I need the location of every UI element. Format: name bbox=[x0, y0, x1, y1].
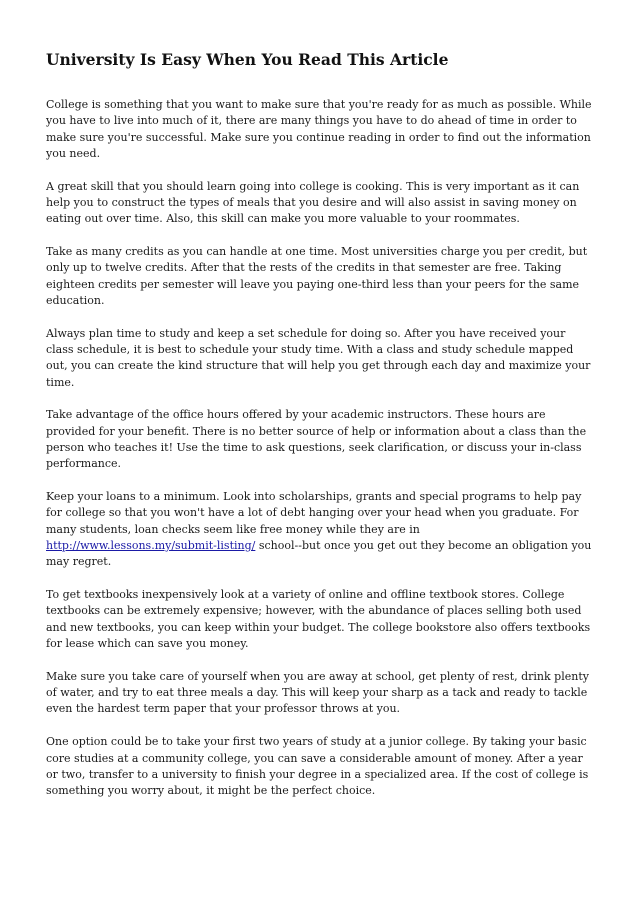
paragraph-credits: Take as many credits as you can handle at one time. Most universities charge you per credit, but only up to twelve credits. After that the rests of the credits in that semester are free. Taking eighteen credits per semester will leave you paying one-third less than your peers for the same education. bbox=[46, 245, 588, 307]
lessons-link[interactable]: http://www.lessons.my/submit-listing/ bbox=[46, 539, 256, 553]
loans-text-before-link: Keep your loans to a minimum. Look into scholarships, grants and special programs to help pay for college so that you won't have a lot of debt hanging over your head when you graduate. For many students, loan checks seem like free money while they are in bbox=[46, 490, 582, 536]
paragraph-textbooks: To get textbooks inexpensively look at a variety of online and offline textbook stores. College textbooks can be extremely expensive; however, with the abundance of places selling both used and new textbooks, you can keep within your budget. The college bookstore also offers textbooks for lease which can save you money. bbox=[46, 588, 591, 651]
paragraph-self-care: Make sure you take care of yourself when you are away at school, get plenty of rest, drink plenty of water, and try to eat three meals a day. This will keep your sharp as a tack and ready to tackle even the hardest term paper that your professor throws at you. bbox=[46, 669, 589, 716]
paragraph-office-hours: Take advantage of the office hours offered by your academic instructors. These hours are provided for your benefit. There is no better source of help or information about a class than the person who teaches it! Use the time to ask questions, seek clarification, or discuss your in-class performance. bbox=[46, 408, 587, 471]
paragraph-junior-college: One option could be to take your first two years of study at a junior college. By taking your basic core studies at a community college, you can save a considerable amount of money. After a year or two, transfer to a university to finish your degree in a specialized area. If the cost of college is something you worry about, it might be the perfect choice. bbox=[46, 735, 589, 798]
paragraph-intro: College is something that you want to make sure that you're ready for as much as possible. While you have to live into much of it, there are many things you have to do ahead of time in order to make sure you're successful. Make sure you continue reading in order to find out the information you need. bbox=[46, 98, 592, 160]
paragraph-cooking: A great skill that you should learn going into college is cooking. This is very important as it can help you to construct the types of meals that you desire and will also assist in saving money on eating out over time. Also, this skill can make you more valuable to your roommates. bbox=[46, 179, 580, 226]
document-page bbox=[46, 50, 594, 816]
paragraph-study-schedule: Always plan time to study and keep a set schedule for doing so. After you have received your class schedule, it is best to schedule your study time. With a class and study schedule mapped out, you can create the kind structure that will help you get through each day and maximize your time. bbox=[46, 326, 591, 389]
paragraph-loans bbox=[46, 489, 594, 570]
loans-text-after-link: school--but once you get out they become an obligation you may regret. bbox=[46, 539, 592, 569]
document-title: University Is Easy When You Read This Article bbox=[46, 50, 449, 69]
